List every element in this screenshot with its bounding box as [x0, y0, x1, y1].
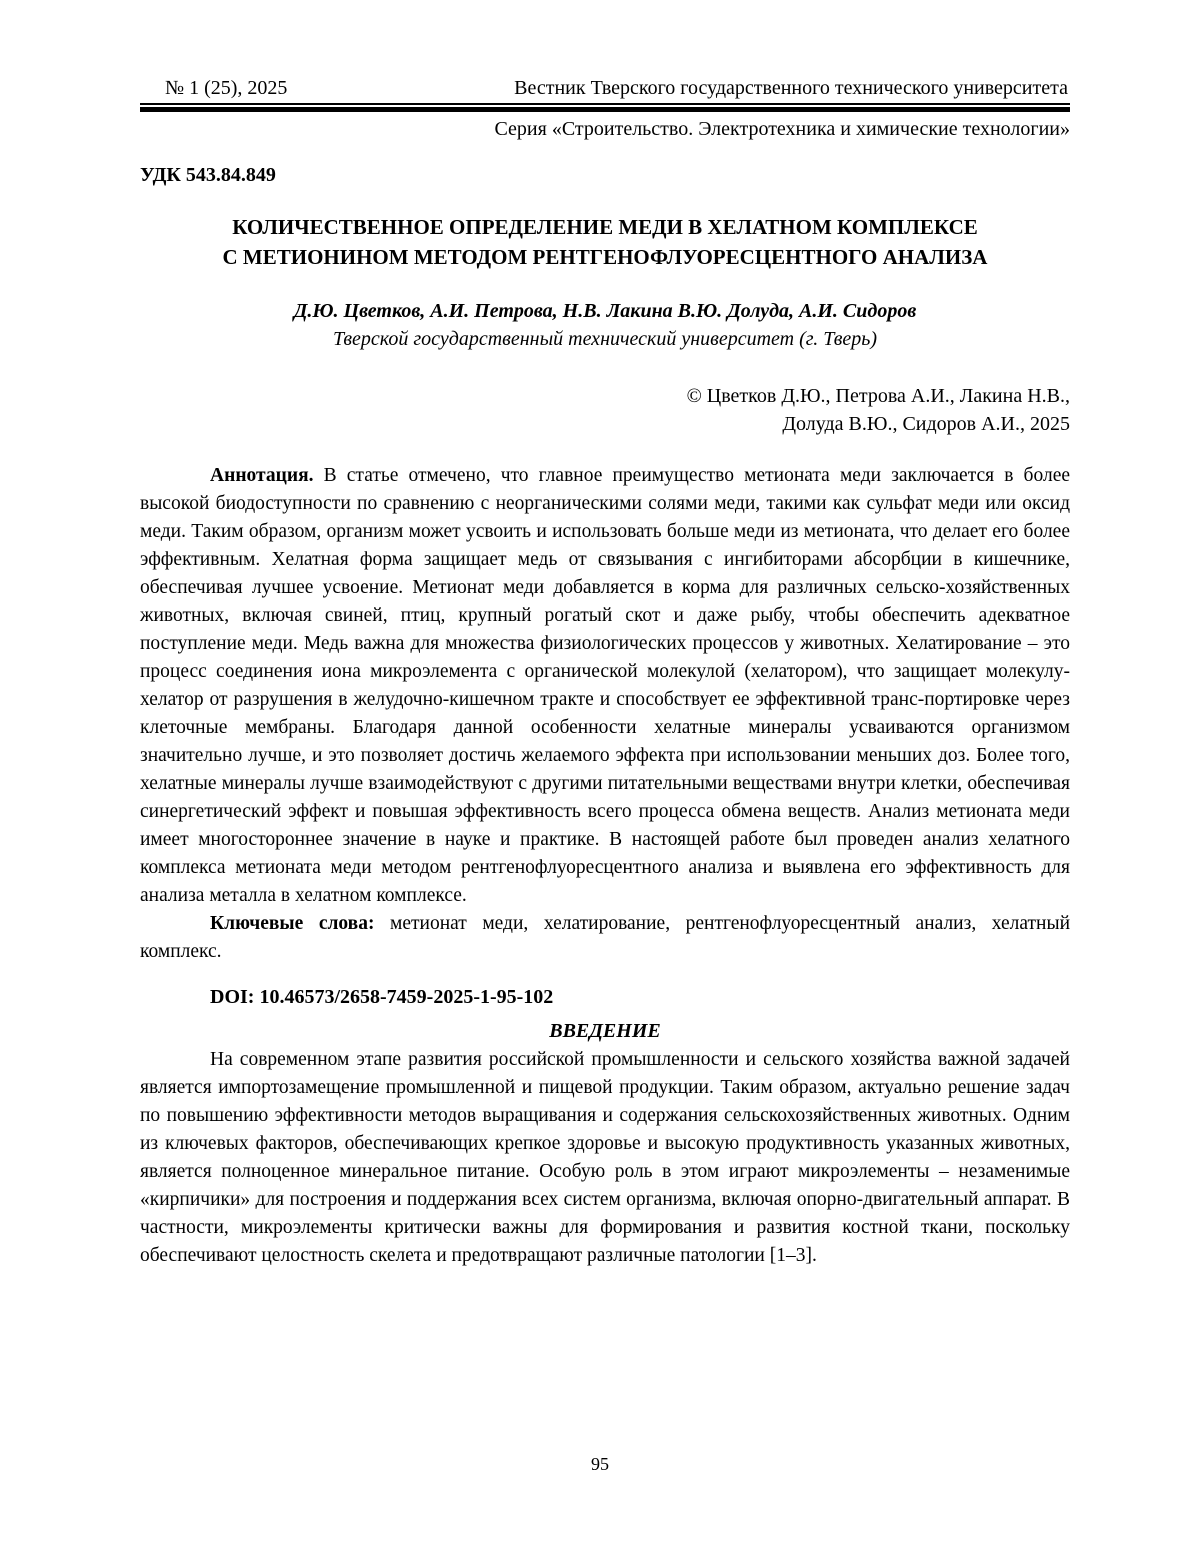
header-rule	[140, 107, 1070, 112]
page-number: 95	[591, 1454, 609, 1474]
authors-line: Д.Ю. Цветков, А.И. Петрова, Н.В. Лакина В.Ю. Долуда, А.И. Сидоров	[293, 300, 917, 322]
journal-series: Серия «Строительство. Электротехника и химические технологии»	[494, 118, 1070, 140]
abstract-paragraph	[140, 462, 1070, 910]
copyright-line1: © Цветков Д.Ю., Петрова А.И., Лакина Н.В.,	[686, 385, 1070, 407]
running-head-row1	[140, 76, 1070, 105]
running-head	[140, 76, 1070, 141]
issue-number: № 1 (25), 2025	[165, 77, 288, 99]
article-title-line1: КОЛИЧЕСТВЕННОЕ ОПРЕДЕЛЕНИЕ МЕДИ В ХЕЛАТНОМ КОМПЛЕКСЕ	[232, 215, 978, 239]
introduction-paragraph: На современном этапе развития российской промышленности и сельского хозяйства важной задачей является импортозамещение промышленной и пищевой продукции. Таким образом, актуально решение задач по повышению эффективности методов выращивания и содержания сельскохозяйственных животных. Одним из ключевых факторов, обеспечивающих крепкое здоровье и высокую продуктивность указанных животных, является полноценное минеральное питание. Особую роль в этом играют микроэлементы – незаменимые «кирпичики» для построения и поддержания всех систем организма, включая опорно-двигательный аппарат. В частности, микроэлементы критически важны для формирования и развития костной ткани, поскольку обеспечивают целостность скелета и предотвращают различные патологии [1–3].	[140, 1049, 1070, 1266]
affiliation-line: Тверской государственный технический университет (г. Тверь)	[332, 328, 878, 350]
udc-code: УДК 543.84.849	[140, 164, 276, 186]
copyright-line2: Долуда В.Ю., Сидоров А.И., 2025	[782, 413, 1070, 435]
keywords-text: метионат меди, хелатирование, рентгенофлуоресцентный анализ, хелатный комплекс.	[140, 913, 1071, 962]
article-body	[140, 164, 1070, 1270]
abstract-label: Аннотация.	[210, 465, 314, 486]
abstract-text: В статье отмечено, что главное преимущество метионата меди заключается в более высокой биодоступности по сравнению с неорганическими солями меди, такими как сульфат меди или оксид меди. Таким образом, организм может усвоить и использовать больше меди из метионата, что делает его более эффективным. Хелатная форма защищает медь от связывания с ингибиторами абсорбции в кишечнике, обеспечивая лучшее усвоение. Метионат меди добавляется в корма для различных сельско-хозяйственных животных, включая свиней, птиц, крупный рогатый скот и даже рыбу, чтобы обеспечить адекватное поступление меди. Медь важна для множества физиологических процессов у животных. Хелатирование – это процесс соединения иона микроэлемента с органической молекулой (хелатором), что защищает молекулу-хелатор от разрушения в желудочно-кишечном тракте и способствует ее эффективной транс-портировке через клеточные мембраны. Благодаря данной особенности хелатные минералы усваиваются организмом значительно лучше, и это позволяет достичь желаемого эффекта при использовании меньших доз. Более того, хелатные минералы лучше взаимодействуют с другими питательными веществами внутри клетки, обеспечивая синергетический эффект и повышая эффективность всего процесса обмена веществ. Анализ метионата меди имеет многостороннее значение в науке и практике. В настоящей работе был проведен анализ хелатного комплекса метионата меди методом рентгенофлуоресцентного анализа и выявлена его эффективность для анализа металла в хелатном комплексе.	[140, 465, 1070, 906]
journal-title: Вестник Тверского государственного технического университета	[514, 77, 1068, 99]
article-title	[140, 212, 1070, 272]
doi-line: DOI: 10.46573/2658-7459-2025-1-95-102	[210, 986, 554, 1008]
article-title-line2: С МЕТИОНИНОМ МЕТОДОМ РЕНТГЕНОФЛУОРЕСЦЕНТНОГО АНАЛИЗА	[222, 245, 988, 269]
keywords-label: Ключевые слова:	[210, 913, 375, 934]
keywords-paragraph	[140, 910, 1070, 966]
introduction-heading: ВВЕДЕНИЕ	[549, 1020, 661, 1042]
copyright-block	[140, 382, 1070, 438]
